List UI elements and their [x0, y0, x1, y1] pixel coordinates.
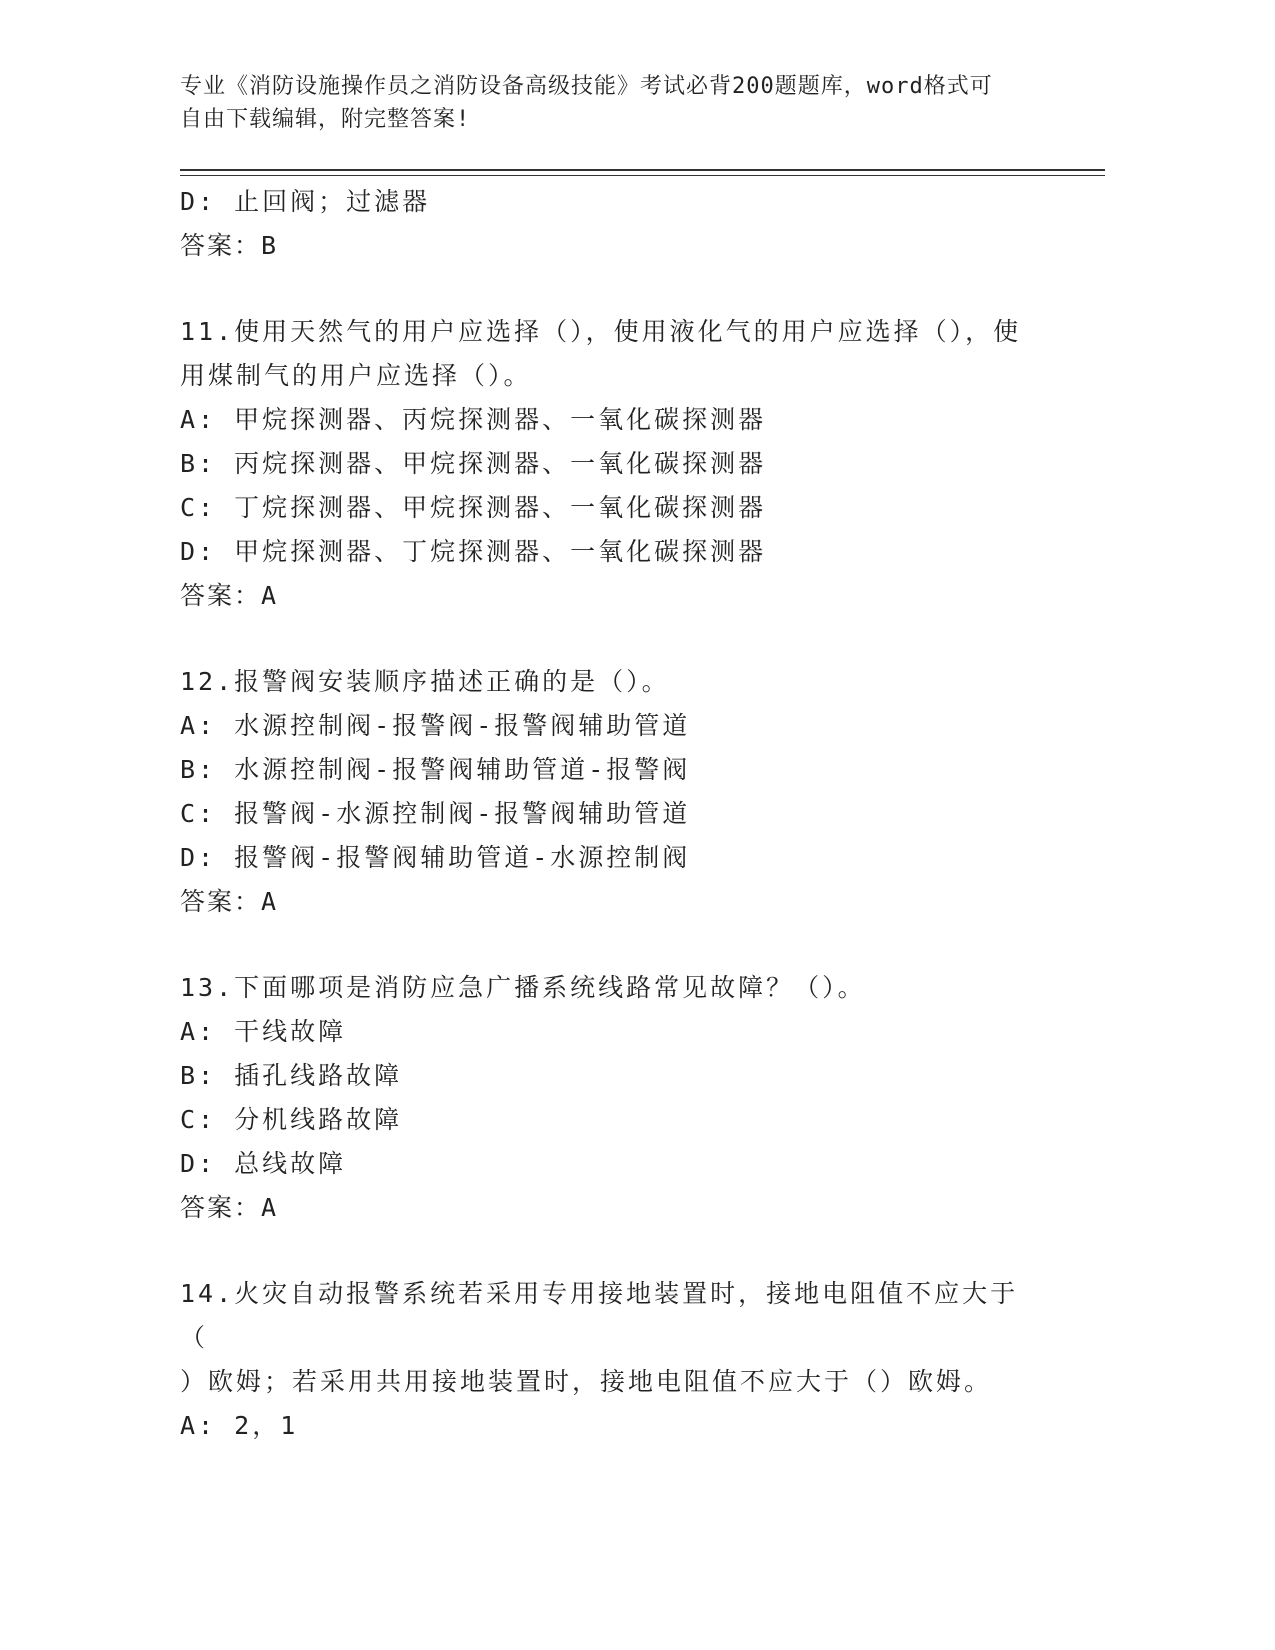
- header-divider-thin: [180, 175, 1105, 176]
- answer: 答案：A: [180, 1193, 279, 1222]
- header-line-1: 专业《消防设施操作员之消防设备高级技能》考试必背200题题库，word格式可: [180, 74, 993, 99]
- option-d: D: 报警阀-报警阀辅助管道-水源控制阀: [180, 843, 691, 872]
- option-a: A: 干线故障: [180, 1017, 347, 1046]
- option-c: C: 丁烷探测器、甲烷探测器、一氧化碳探测器: [180, 493, 767, 522]
- question-14: [180, 1272, 1080, 1448]
- option-c: C: 报警阀-水源控制阀-报警阀辅助管道: [180, 799, 691, 828]
- document-header: [180, 70, 1040, 136]
- question-stem-line-1: 11.使用天然气的用户应选择（），使用液化气的用户应选择（），使: [180, 317, 1022, 346]
- question-12: [180, 660, 1080, 924]
- option-b: B: 插孔线路故障: [180, 1061, 403, 1090]
- option-b: B: 水源控制阀-报警阀辅助管道-报警阀: [180, 755, 691, 784]
- question-stem: [180, 1272, 1040, 1404]
- option-d: D: 甲烷探测器、丁烷探测器、一氧化碳探测器: [180, 537, 767, 566]
- question-stem: 12.报警阀安装顺序描述正确的是（）。: [180, 667, 670, 696]
- question-stem: [180, 310, 1040, 398]
- question-stem-line-2: 用煤制气的用户应选择（）。: [180, 361, 532, 390]
- header-divider-thick: [180, 169, 1105, 171]
- question-list: [180, 180, 1080, 1448]
- option-a: A: 甲烷探测器、丙烷探测器、一氧化碳探测器: [180, 405, 767, 434]
- answer: 答案：A: [180, 581, 279, 610]
- question-11: [180, 310, 1080, 618]
- question-10-tail: [180, 180, 1080, 268]
- option-d: D: 止回阀；过滤器: [180, 187, 431, 216]
- option-b: B: 丙烷探测器、甲烷探测器、一氧化碳探测器: [180, 449, 767, 478]
- question-stem-line-1: 14.火灾自动报警系统若采用专用接地装置时，接地电阻值不应大于（: [180, 1279, 1019, 1352]
- option-c: C: 分机线路故障: [180, 1105, 403, 1134]
- question-stem: 13.下面哪项是消防应急广播系统线路常见故障？（）。: [180, 973, 866, 1002]
- option-d: D: 总线故障: [180, 1149, 347, 1178]
- option-a: A: 2，1: [180, 1411, 299, 1440]
- question-13: [180, 966, 1080, 1230]
- question-stem-line-2: ）欧姆；若采用共用接地装置时，接地电阻值不应大于（）欧姆。: [180, 1367, 993, 1396]
- answer: 答案：B: [180, 231, 279, 260]
- header-line-2: 自由下载编辑，附完整答案!: [180, 107, 471, 132]
- answer: 答案：A: [180, 887, 279, 916]
- option-a: A: 水源控制阀-报警阀-报警阀辅助管道: [180, 711, 691, 740]
